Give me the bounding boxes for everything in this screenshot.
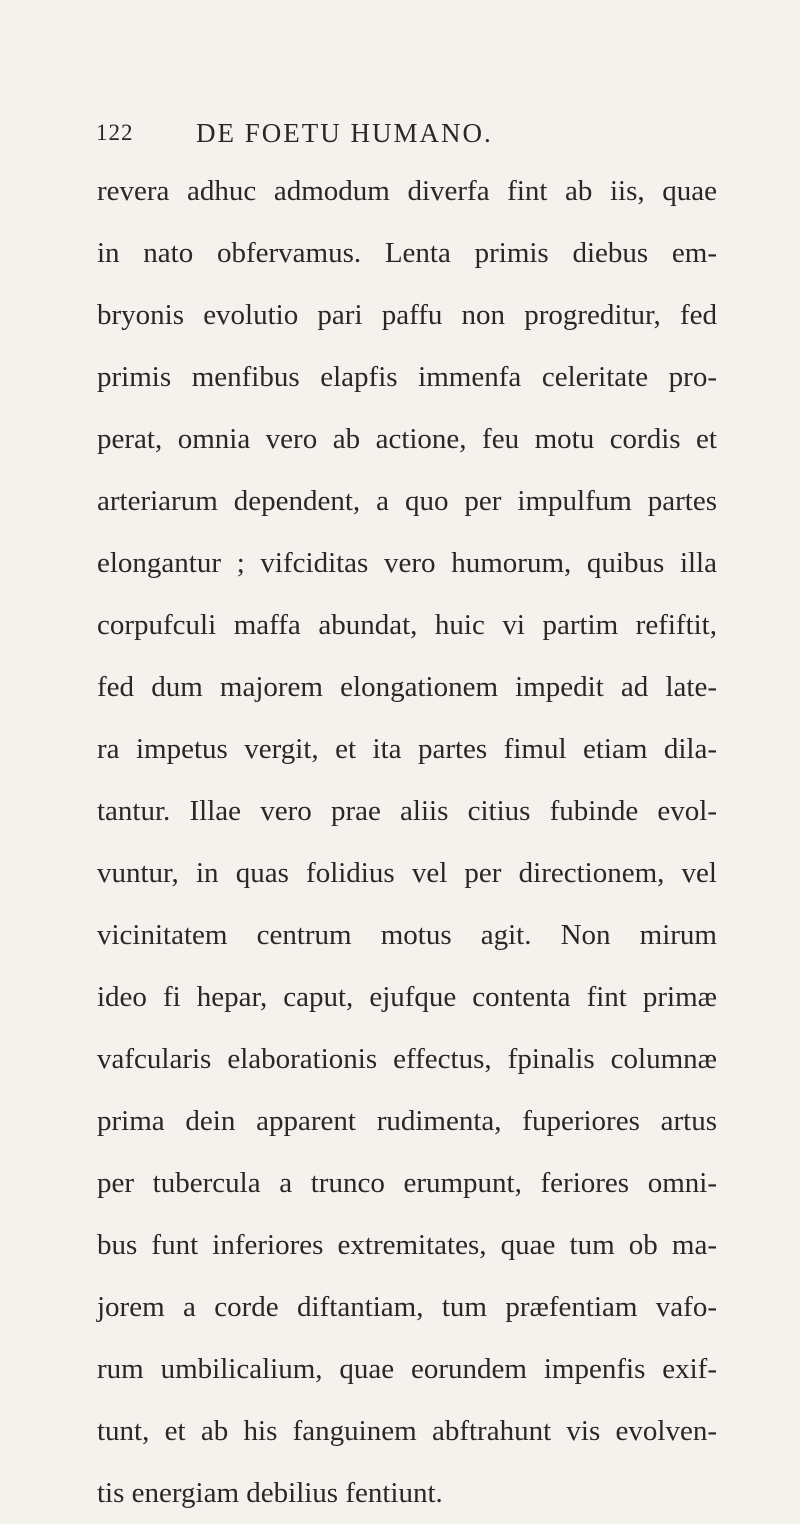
text-line: arteriarum dependent, a quo per impulfum partes — [97, 485, 717, 517]
text-line-last: tis energiam debilius fentiunt. — [97, 1477, 443, 1509]
text-line: elongantur ; vifciditas vero humorum, quibus illa — [97, 547, 717, 579]
text-line: primis menfibus elapfis immenfa celeritate pro- — [97, 361, 717, 393]
text-line: revera adhuc admodum diverfa fint ab iis, quae — [97, 175, 717, 207]
text-line: prima dein apparent rudimenta, fuperiores artus — [97, 1105, 717, 1137]
text-line: tantur. Illae vero prae aliis citius fubinde evol- — [97, 795, 717, 827]
text-line: tunt, et ab his fanguinem abftrahunt vis evolven- — [97, 1415, 717, 1447]
text-line: rum umbilicalium, quae eorundem impenfis exif- — [97, 1353, 717, 1385]
text-line: perat, omnia vero ab actione, feu motu cordis et — [97, 423, 717, 455]
text-line: vafcularis elaborationis effectus, fpinalis columnæ — [97, 1043, 717, 1075]
text-line: bryonis evolutio pari paffu non progreditur, fed — [97, 299, 717, 331]
text-line: fed dum majorem elongationem impedit ad late- — [97, 671, 717, 703]
text-line: jorem a corde diftantiam, tum præfentiam vafo- — [97, 1291, 717, 1323]
text-line: per tubercula a trunco erumpunt, feriores omni- — [97, 1167, 717, 1199]
running-head — [96, 118, 716, 154]
page-number: 122 — [96, 120, 134, 145]
text-line: in nato obfervamus. Lenta primis diebus em- — [97, 237, 717, 269]
text-line: vicinitatem centrum motus agit. Non mirum — [97, 919, 717, 951]
text-line: ideo fi hepar, caput, ejufque contenta fint primæ — [97, 981, 717, 1013]
running-title: DE FOETU HUMANO. — [196, 118, 493, 148]
text-line: corpufculi maffa abundat, huic vi partim refiftit, — [97, 609, 717, 641]
text-line: ra impetus vergit, et ita partes fimul etiam dila- — [97, 733, 717, 765]
body-text — [97, 160, 717, 1524]
text-line: bus funt inferiores extremitates, quae tum ob ma- — [97, 1229, 717, 1261]
text-line: vuntur, in quas folidius vel per directionem, vel — [97, 857, 717, 889]
